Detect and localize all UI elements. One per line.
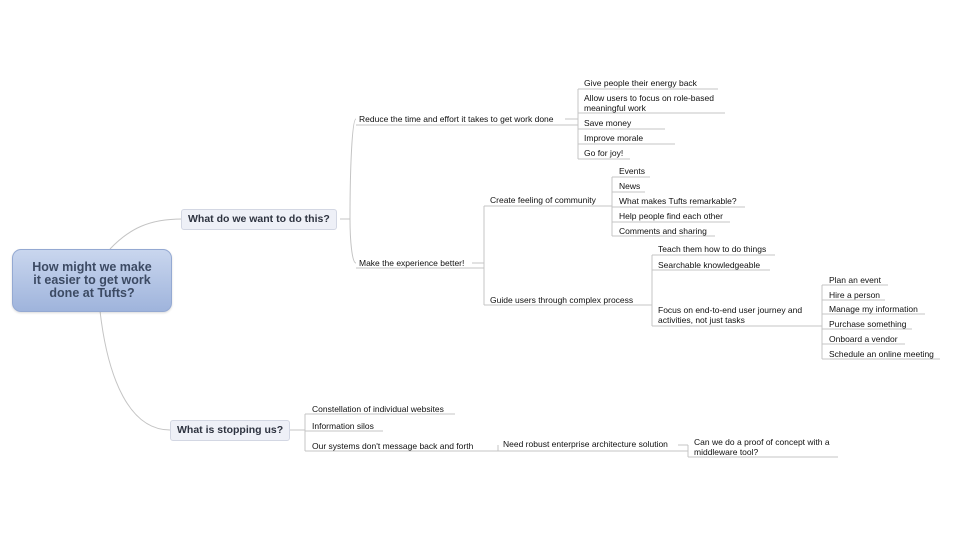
subtopic-enterprise-architecture[interactable]: [503, 439, 668, 449]
list-item[interactable]: [584, 78, 697, 88]
list-item-label: Go for joy!: [584, 148, 624, 158]
list-item-label: Hire a person: [829, 290, 881, 300]
list-item[interactable]: [619, 196, 737, 206]
list-item[interactable]: [658, 260, 760, 270]
list-item-label: Teach them how to do things: [658, 244, 767, 254]
list-item[interactable]: [619, 181, 640, 191]
list-item[interactable]: [584, 93, 724, 113]
topic-what-do-we-want-label: What do we want to do this?: [188, 213, 330, 225]
subtopic-guide-users[interactable]: [490, 295, 633, 305]
list-item[interactable]: [829, 349, 934, 359]
subtopic-experience-better[interactable]: [359, 258, 464, 268]
list-item-label: What makes Tufts remarkable?: [619, 196, 737, 206]
list-item-label: Give people their energy back: [584, 78, 697, 88]
subtopic-experience-better-label: Make the experience better!: [359, 258, 465, 268]
list-item[interactable]: [829, 290, 880, 300]
subtopic-systems-messaging[interactable]: [312, 441, 473, 451]
subtopic-community-label: Create feeling of community: [490, 195, 596, 205]
list-item[interactable]: [312, 404, 444, 414]
list-item[interactable]: [619, 211, 723, 221]
list-item-label: Help people find each other: [619, 211, 723, 221]
subtopic-enterprise-architecture-label: Need robust enterprise architecture solution: [503, 439, 668, 449]
list-item[interactable]: [829, 304, 918, 314]
subtopic-reduce-time-label: Reduce the time and effort it takes to get work done: [359, 114, 554, 124]
list-item[interactable]: [829, 275, 881, 285]
list-item-label: Constellation of individual websites: [312, 404, 444, 414]
subtopic-focus-journey-label: Focus on end-to-end user journey and activities, not just tasks: [658, 305, 803, 325]
list-item-label: Onboard a vendor: [829, 334, 898, 344]
list-item-label: Manage my information: [829, 304, 918, 314]
subtopic-systems-messaging-label: Our systems don't message back and forth: [312, 441, 474, 451]
list-item-label: Save money: [584, 118, 632, 128]
list-item-label: Purchase something: [829, 319, 907, 329]
list-item[interactable]: [312, 421, 374, 431]
topic-what-do-we-want[interactable]: [181, 209, 337, 230]
list-item[interactable]: [658, 244, 766, 254]
subtopic-proof-of-concept-label: Can we do a proof of concept with a middleware tool?: [694, 437, 830, 457]
topic-what-is-stopping-us[interactable]: [170, 420, 290, 441]
list-item-label: Information silos: [312, 421, 374, 431]
subtopic-reduce-time[interactable]: [359, 114, 554, 124]
list-item[interactable]: [829, 334, 898, 344]
list-item-label: Comments and sharing: [619, 226, 707, 236]
list-item-label: Schedule an online meeting: [829, 349, 934, 359]
list-item-label: Allow users to focus on role-based meaningful work: [584, 93, 714, 113]
subtopic-guide-users-label: Guide users through complex process: [490, 295, 634, 305]
list-item[interactable]: [829, 319, 907, 329]
list-item[interactable]: [619, 226, 707, 236]
subtopic-community[interactable]: [490, 195, 596, 205]
subtopic-focus-journey[interactable]: [658, 305, 818, 325]
subtopic-proof-of-concept[interactable]: [694, 437, 840, 457]
list-item[interactable]: [584, 133, 643, 143]
list-item-label: Improve morale: [584, 133, 644, 143]
central-topic[interactable]: [12, 249, 172, 312]
list-item[interactable]: [619, 166, 645, 176]
list-item-label: News: [619, 181, 641, 191]
topic-what-is-stopping-us-label: What is stopping us?: [177, 424, 284, 436]
list-item[interactable]: [584, 148, 623, 158]
central-topic-label: How might we make it easier to get work done at Tufts?: [32, 260, 152, 300]
list-item-label: Events: [619, 166, 645, 176]
list-item[interactable]: [584, 118, 631, 128]
list-item-label: Searchable knowledgeable: [658, 260, 761, 270]
list-item-label: Plan an event: [829, 275, 881, 285]
